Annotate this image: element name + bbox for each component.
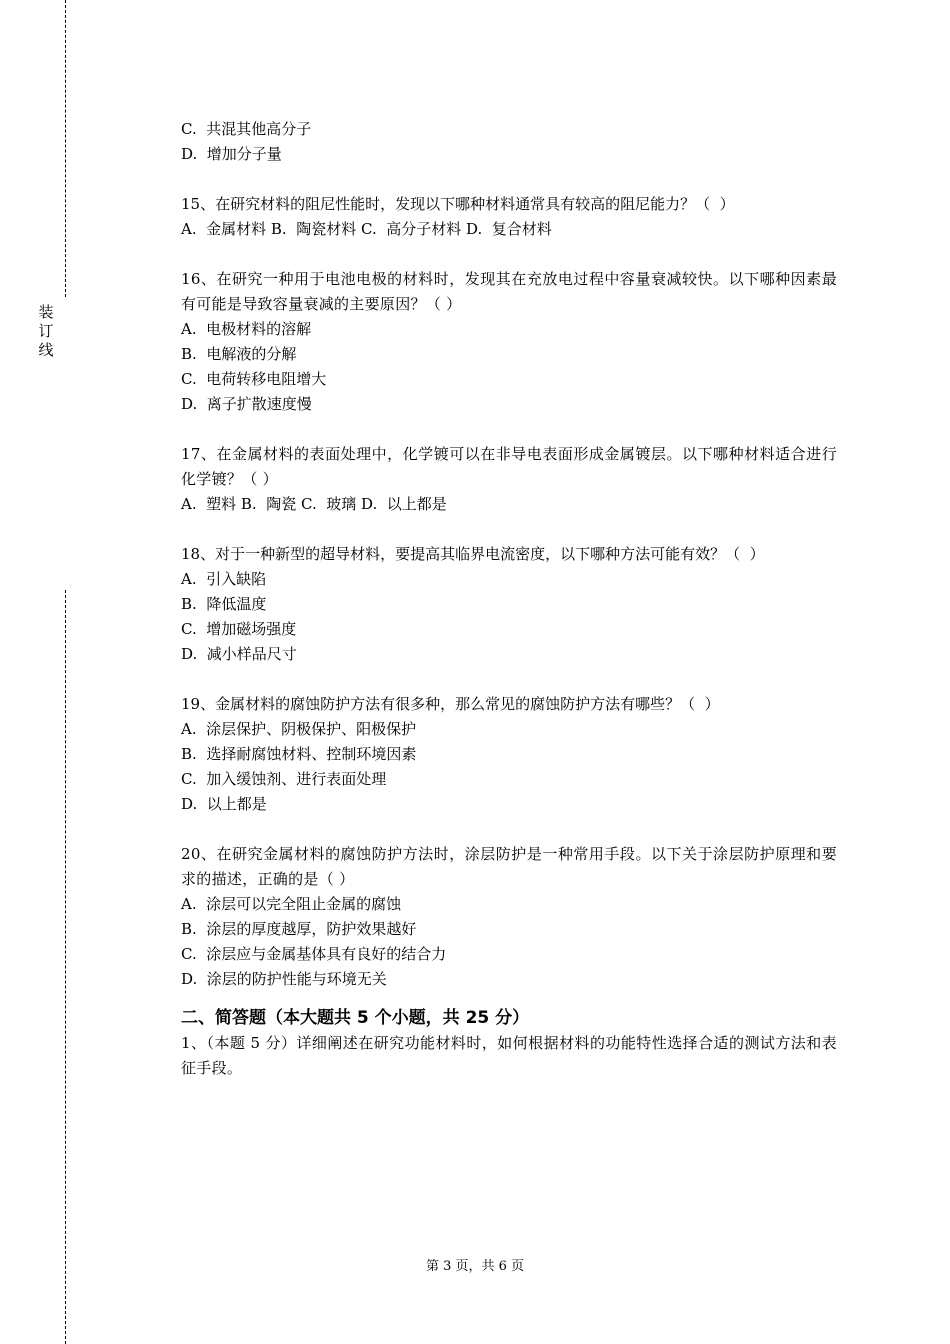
question-18 (181, 542, 837, 667)
option-c: C. 加入缓蚀剂、进行表面处理 (181, 770, 387, 788)
binding-line-label (37, 303, 55, 360)
option-b: B. 涂层的厚度越厚，防护效果越好 (181, 920, 417, 938)
binding-dashed-line-top (65, 0, 66, 297)
question-stem: 19、金属材料的腐蚀防护方法有很多种，那么常见的腐蚀防护方法有哪些？（ ） (181, 695, 720, 713)
option-d: D. 离子扩散速度慢 (181, 395, 312, 413)
question-stem: 20、在研究金属材料的腐蚀防护方法时，涂层防护是一种常用手段。以下关于涂层防护原理和要求的描述，正确的是（ ） (181, 845, 837, 888)
binding-dashed-line-bottom (65, 590, 66, 1344)
question-stem: 17、在金属材料的表面处理中，化学镀可以在非导电表面形成金属镀层。以下哪种材料适合进行化学镀？（ ） (181, 445, 837, 488)
section-2-title: 二、简答题（本大题共 5 个小题，共 25 分） (181, 1008, 530, 1028)
option-d: D. 减小样品尺寸 (181, 645, 297, 663)
question-17 (181, 442, 837, 517)
question-stem: 15、在研究材料的阻尼性能时，发现以下哪种材料通常具有较高的阻尼能力？（ ） (181, 195, 735, 213)
option-d: D. 涂层的防护性能与环境无关 (181, 970, 387, 988)
binding-label-char: 装 (38, 303, 54, 321)
question-16 (181, 267, 837, 417)
short-answer-question-1: 1、（本题 5 分）详细阐述在研究功能材料时，如何根据材料的功能特性选择合适的测试方法和表征手段。 (181, 1034, 837, 1077)
binding-label-char: 线 (38, 341, 54, 359)
question-15 (181, 192, 837, 242)
option-a: A. 电极材料的溶解 (181, 320, 312, 338)
question-14-options (181, 117, 837, 167)
option-c: C. 增加磁场强度 (181, 620, 297, 638)
question-20 (181, 842, 837, 992)
question-19 (181, 692, 837, 817)
options-line: A. 塑料 B. 陶瓷 C. 玻璃 D. 以上都是 (181, 495, 447, 513)
option-b: B. 降低温度 (181, 595, 267, 613)
option-c: C. 涂层应与金属基体具有良好的结合力 (181, 945, 447, 963)
page-footer: 第 3 页，共 6 页 (425, 1259, 525, 1274)
option-c: C. 电荷转移电阻增大 (181, 370, 327, 388)
option-b: B. 选择耐腐蚀材料、控制环境因素 (181, 745, 417, 763)
exam-content (181, 117, 837, 1081)
option-c: C. 共混其他高分子 (181, 120, 312, 138)
option-d: D. 以上都是 (181, 795, 267, 813)
option-b: B. 电解液的分解 (181, 345, 297, 363)
option-d: D. 增加分子量 (181, 145, 282, 163)
option-a: A. 涂层可以完全阻止金属的腐蚀 (181, 895, 402, 913)
question-stem: 16、在研究一种用于电池电极的材料时，发现其在充放电过程中容量衰减较快。以下哪种因素最有可能是导致容量衰减的主要原因？（ ） (181, 270, 837, 313)
option-a: A. 涂层保护、阴极保护、阳极保护 (181, 720, 417, 738)
option-a: A. 引入缺陷 (181, 570, 267, 588)
options-line: A. 金属材料 B. 陶瓷材料 C. 高分子材料 D. 复合材料 (181, 220, 552, 238)
binding-label-char: 订 (38, 322, 54, 340)
question-stem: 18、对于一种新型的超导材料，要提高其临界电流密度，以下哪种方法可能有效？（ ） (181, 545, 765, 563)
